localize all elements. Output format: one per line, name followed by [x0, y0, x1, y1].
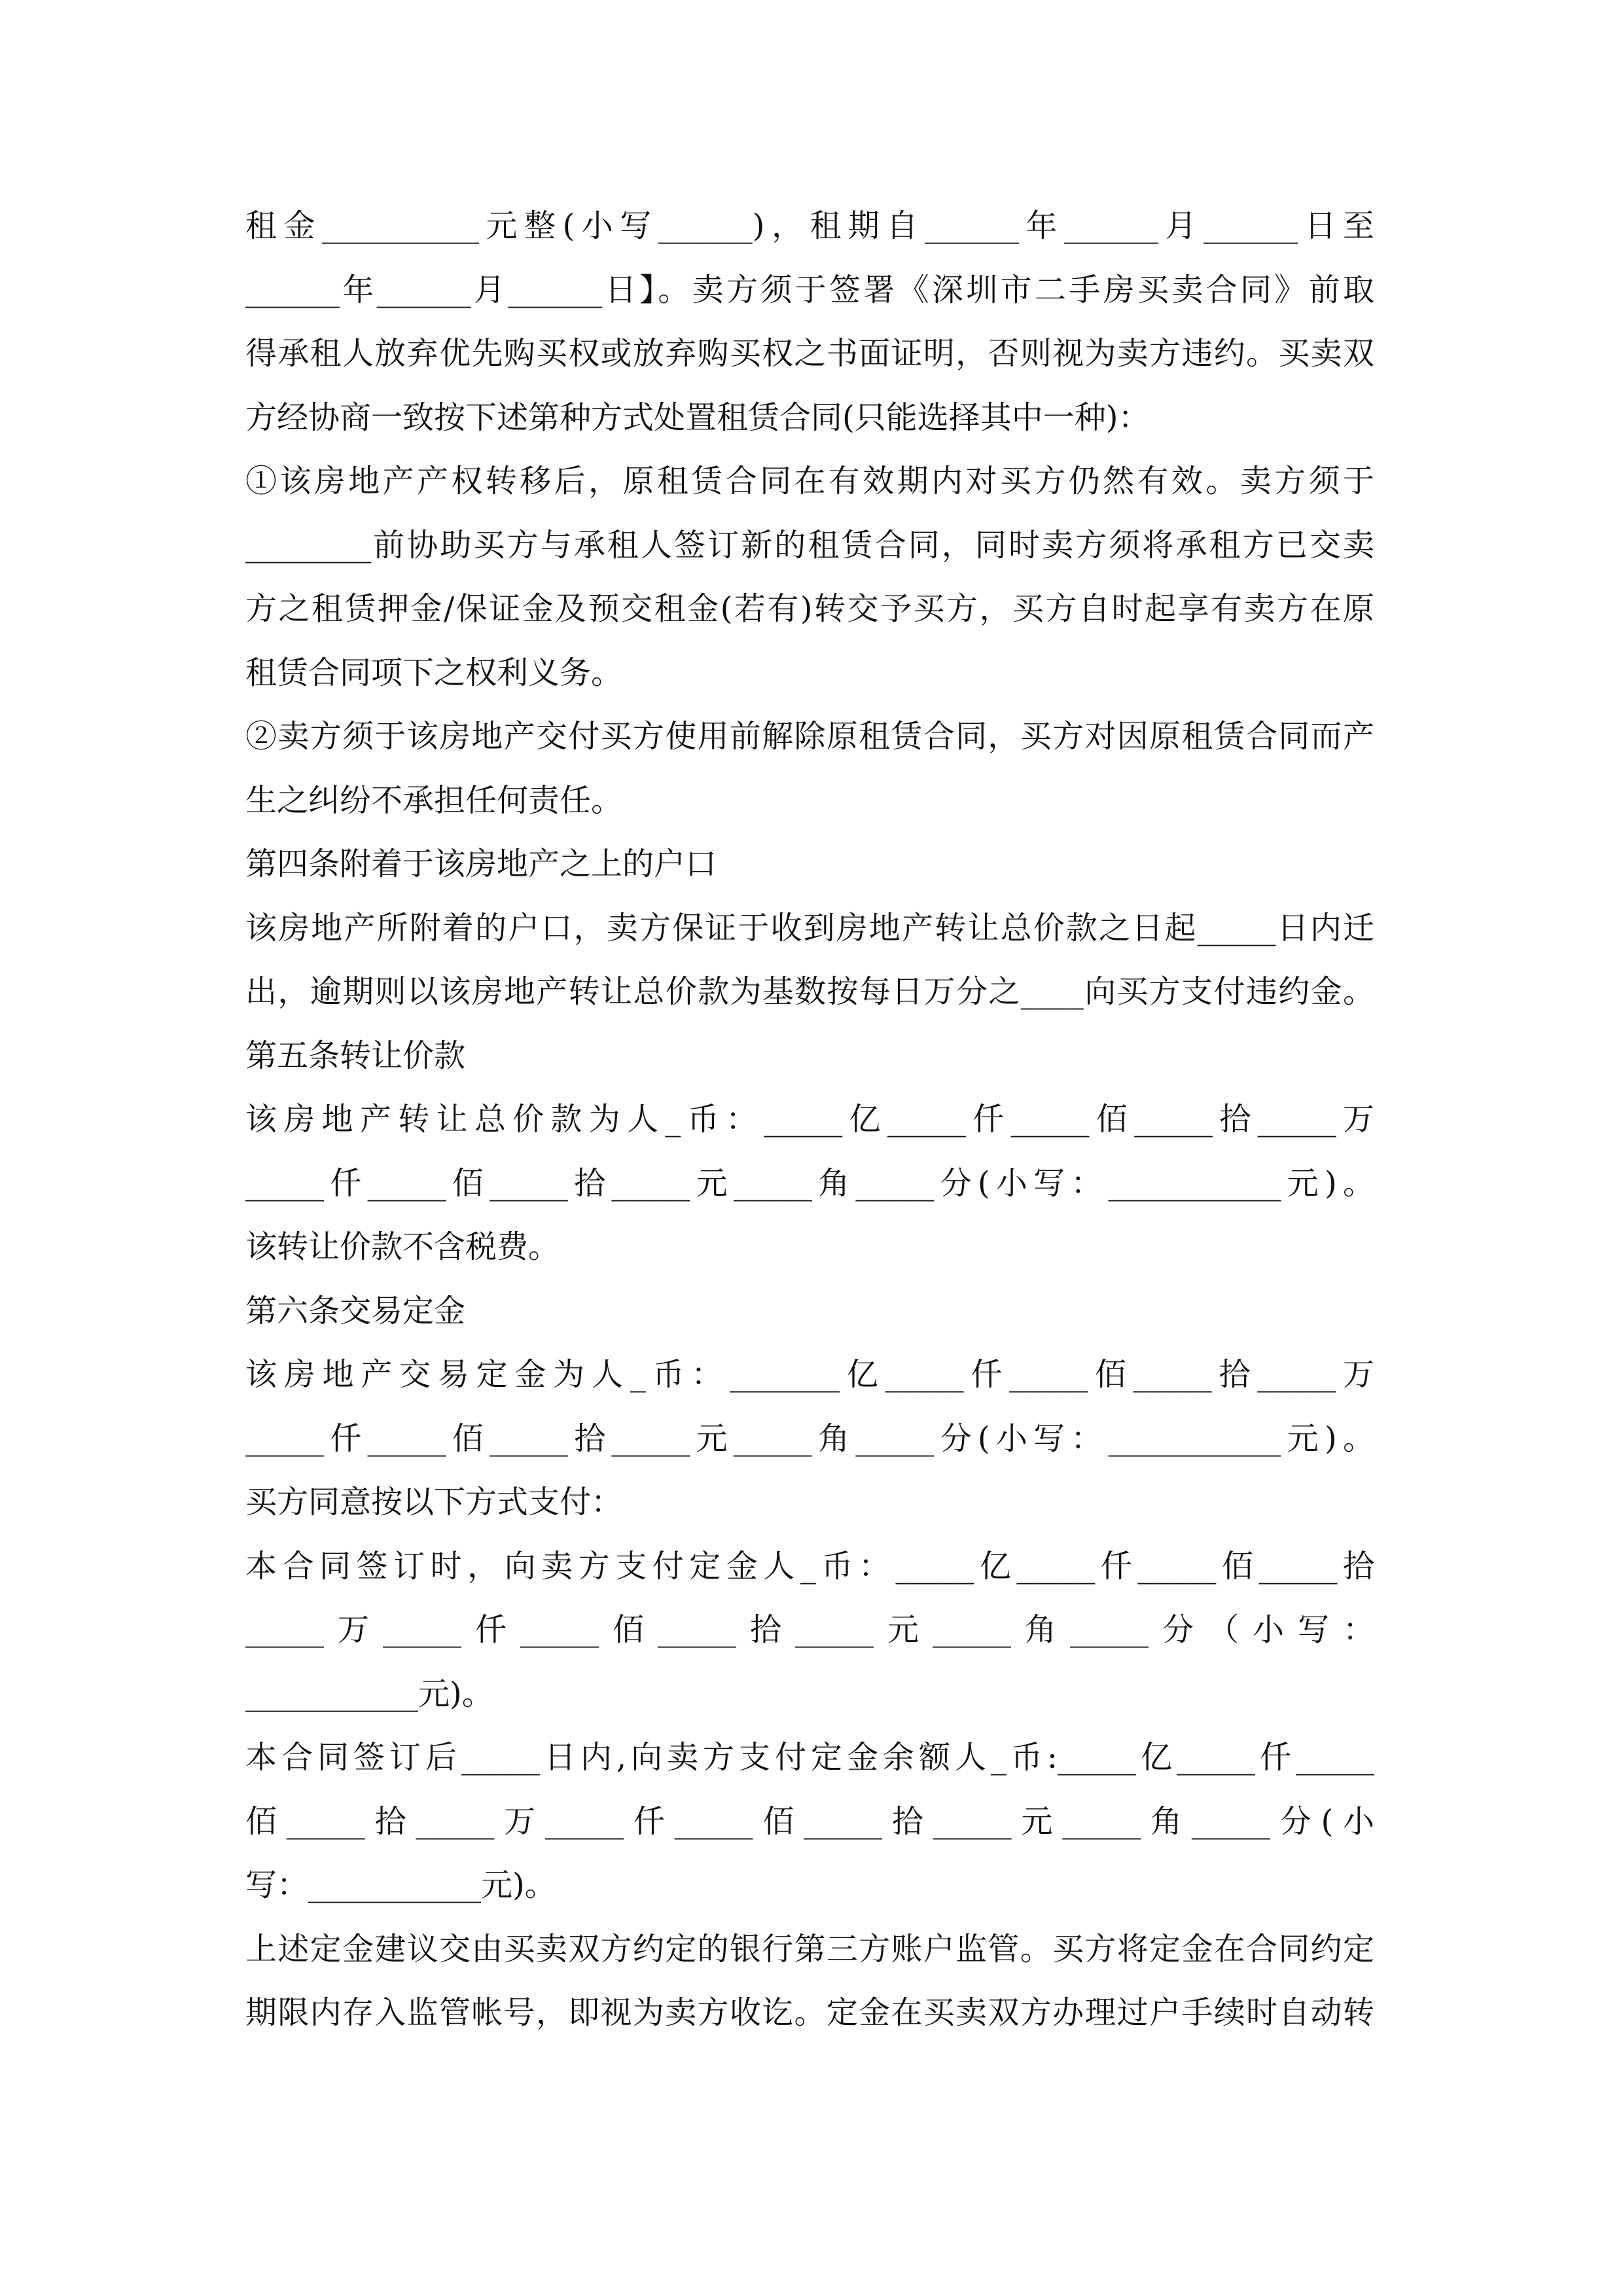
- section-heading: 第四条附着于该房地产之上的户口: [245, 846, 717, 882]
- text-line: 方经协商一致按下述第种方式处置租赁合同(只能选择其中一种)：: [245, 399, 1150, 436]
- text-line: 租金__________元整(小写______)，租期自______年______月______日至: [245, 207, 1374, 244]
- text-line: ②卖方须于该房地产交付买方使用前解除原租赁合同，买方对因原租赁合同而产: [245, 718, 1374, 755]
- section-heading: 第五条转让价款: [245, 1037, 466, 1074]
- text-line: 该转让价款不含税费。: [245, 1229, 560, 1265]
- text-line: ①该房地产产权转移后，原租赁合同在有效期内对买方仍然有效。卖方须于: [245, 463, 1374, 499]
- section-heading: 第六条交易定金: [245, 1292, 466, 1329]
- text-line: 佰_____拾_____万_____仟_____佰_____拾_____元_____角_____分(小: [245, 1803, 1374, 1840]
- text-line: 本合同签订时，向卖方支付定金人_币：_____亿_____仟_____佰_____拾: [245, 1547, 1374, 1585]
- text-line: _____万_____仟_____佰_____拾_____元_____角_____分（小写：: [245, 1611, 1374, 1648]
- text-line: 该房地产转让总价款为人_币：_____亿_____仟_____佰_____拾_____万: [245, 1101, 1374, 1138]
- text-line: 得承租人放弃优先购买权或放弃购买权之书面证明，否则视为卖方违约。买卖双: [245, 335, 1374, 372]
- text-line: _____仟_____佰_____拾_____元_____角_____分(小写：___________元)。: [245, 1164, 1374, 1202]
- text-line: _____仟_____佰_____拾_____元_____角_____分(小写：___________元)。: [245, 1420, 1374, 1457]
- text-line: 本合同签订后_____日内,向卖方支付定金余额人_币:_____亿_____仟_____: [245, 1739, 1374, 1776]
- text-line: 该房地产交易定金为人_币：_______亿_____仟_____佰_____拾_____万: [245, 1356, 1374, 1393]
- text-line: 该房地产所附着的户口，卖方保证于收到房地产转让总价款之日起_____日内迁: [245, 909, 1374, 946]
- contract-page-body: [245, 194, 1374, 2045]
- text-line: ______年______月______日】。卖方须于签署《深圳市二手房买卖合同》前取: [245, 271, 1374, 308]
- text-line: 期限内存入监管帐号，即视为卖方收讫。定金在买卖双方办理过户手续时自动转: [245, 1994, 1374, 2031]
- text-line: 写：___________元)。: [245, 1867, 556, 1903]
- text-line: 买方同意按以下方式支付：: [245, 1484, 623, 1520]
- text-line: 生之纠纷不承担任何责任。: [245, 781, 623, 819]
- text-line: ________前协助买方与承租人签订新的租赁合同，同时卖方须将承租方已交卖: [245, 526, 1374, 564]
- text-line: 上述定金建议交由买卖双方约定的银行第三方账户监管。买方将定金在合同约定: [245, 1930, 1374, 1967]
- text-line: ___________元)。: [245, 1675, 493, 1712]
- text-line: 方之租赁押金/保证金及预交租金(若有)转交予买方，买方自时起享有卖方在原: [245, 590, 1374, 627]
- text-line: 出，逾期则以该房地产转让总价款为基数按每日万分之____向买方支付违约金。: [245, 973, 1374, 1010]
- text-line: 租赁合同项下之权利义务。: [245, 654, 623, 691]
